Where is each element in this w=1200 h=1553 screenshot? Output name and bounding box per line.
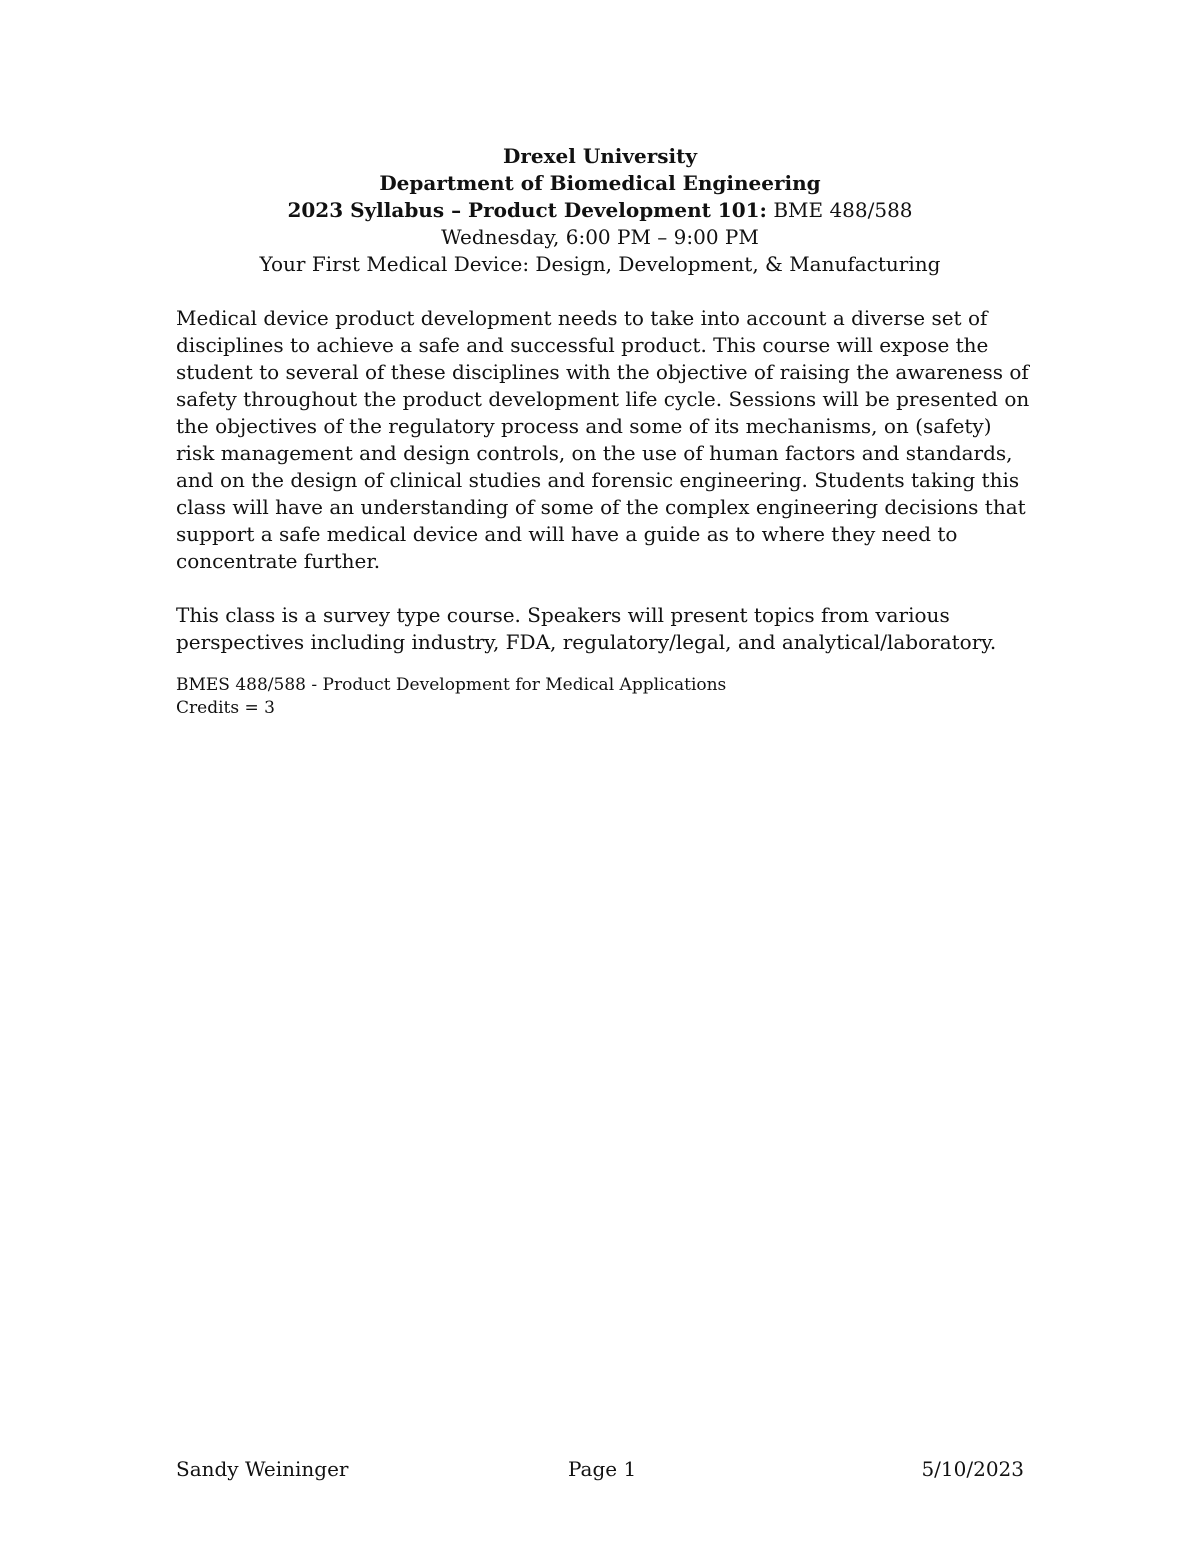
footer-author: Sandy Weininger — [176, 1457, 349, 1481]
course-subtitle: Your First Medical Device: Design, Development, & Manufacturing — [259, 252, 941, 276]
course-description-paragraph: Medical device product development needs to take into account a diverse set of disciplines to achieve a safe and successful product. This course will expose the student to several of these disciplines with the objective of raising the awareness of safety throughout the product development life cycle. Sessions will be presented on the objectives of the regulatory process and some of its mechanisms, on (safety) risk management and design controls, on the use of human factors and standards, and on the design of clinical studies and forensic engineering. Students taking this class will have an understanding of some of the complex engineering decisions that support a safe medical device and will have a guide as to where they need to concentrate further. — [176, 306, 1030, 573]
course-name-line: BMES 488/588 - Product Development for Medical Applications — [176, 675, 727, 695]
department-name: Department of Biomedical Engineering — [379, 171, 821, 195]
class-schedule: Wednesday, 6:00 PM – 9:00 PM — [441, 225, 759, 249]
course-format-paragraph: This class is a survey type course. Speakers will present topics from various perspectives including industry, FDA, regulatory/legal, and analytical/laboratory. — [176, 603, 997, 654]
document-body — [176, 305, 1036, 720]
document-header — [100, 143, 1100, 278]
university-name: Drexel University — [503, 144, 697, 168]
footer-page-number: Page 1 — [568, 1457, 637, 1481]
syllabus-title-line — [100, 197, 1100, 224]
syllabus-title: 2023 Syllabus – Product Development 101: — [287, 198, 767, 222]
credits-line: Credits = 3 — [176, 698, 275, 718]
page-footer — [176, 1456, 1024, 1486]
course-code: BME 488/588 — [773, 198, 913, 222]
footer-date: 5/10/2023 — [921, 1457, 1024, 1481]
